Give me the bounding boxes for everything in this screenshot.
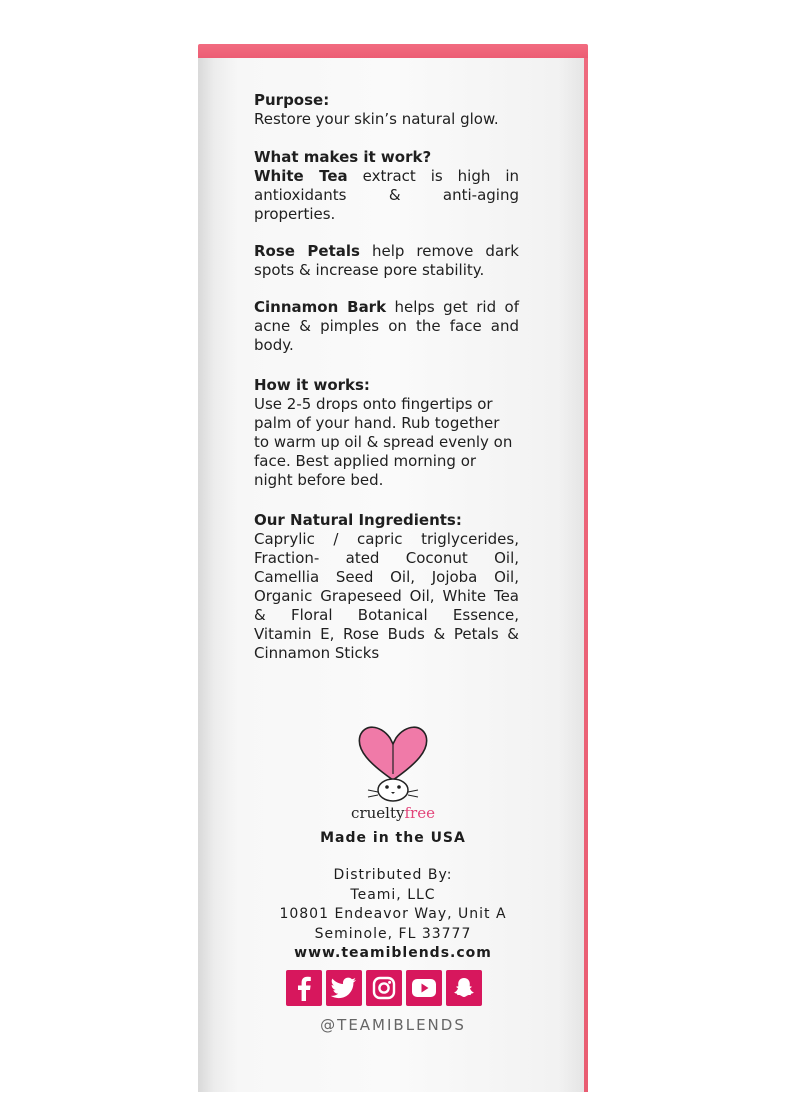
instagram-icon bbox=[366, 970, 402, 1006]
distributor-street: 10801 Endeavor Way, Unit A bbox=[279, 906, 507, 922]
snapchat-icon bbox=[446, 970, 482, 1006]
twitter-icon bbox=[326, 970, 362, 1006]
how-text: Use 2-5 drops onto fingertips or palm of your hand. Rub together to warm up oil & spread evenly on face. Best applied morning or night before bed. bbox=[254, 395, 513, 489]
box-top-flap bbox=[198, 44, 588, 58]
distributor-block bbox=[198, 866, 588, 964]
ingredients-heading: Our Natural Ingredients: bbox=[254, 511, 462, 529]
ingredient-rose-petals: Rose Petals help remove dark spots & increase pore stability. bbox=[254, 242, 519, 279]
distributor-city: Seminole, FL 33777 bbox=[314, 925, 472, 942]
facebook-icon bbox=[286, 970, 322, 1006]
label-text bbox=[254, 90, 519, 663]
made-in-usa: Made in the USA bbox=[320, 830, 466, 846]
ingredient-white-tea: White Tea extract is high in antioxidants & anti-aging properties. bbox=[254, 167, 519, 223]
purpose-text: Restore your skin’s natural glow. bbox=[254, 110, 499, 128]
distributor-label: Distributed By: bbox=[333, 867, 453, 883]
works-heading: What makes it work? bbox=[254, 148, 432, 166]
distributor-website: www.teamiblends.com bbox=[294, 945, 492, 961]
ingredient-cinnamon-bark: Cinnamon Bark helps get rid of acne & pimples on the face and body. bbox=[254, 298, 519, 354]
how-heading: How it works: bbox=[254, 376, 370, 394]
youtube-icon bbox=[406, 970, 442, 1006]
social-handle: @TEAMIBLENDS bbox=[320, 1016, 466, 1034]
bunny-heart-icon bbox=[348, 718, 438, 808]
distributor-company: Teami, LLC bbox=[350, 886, 436, 903]
product-box bbox=[198, 44, 588, 1092]
social-icons bbox=[286, 970, 482, 1008]
purpose-heading: Purpose: bbox=[254, 91, 330, 109]
ingredients-text: Caprylic / capric triglycerides, Fraction- ated Coconut Oil, Camellia Seed Oil, Jojoba Oil, Organic Grapeseed Oil, White Tea & Floral Botanical Essence, Vitamin E, Rose Buds & Petals & Cinnamon Sticks bbox=[254, 530, 519, 662]
cruelty-free-label: crueltyfree bbox=[351, 804, 435, 822]
